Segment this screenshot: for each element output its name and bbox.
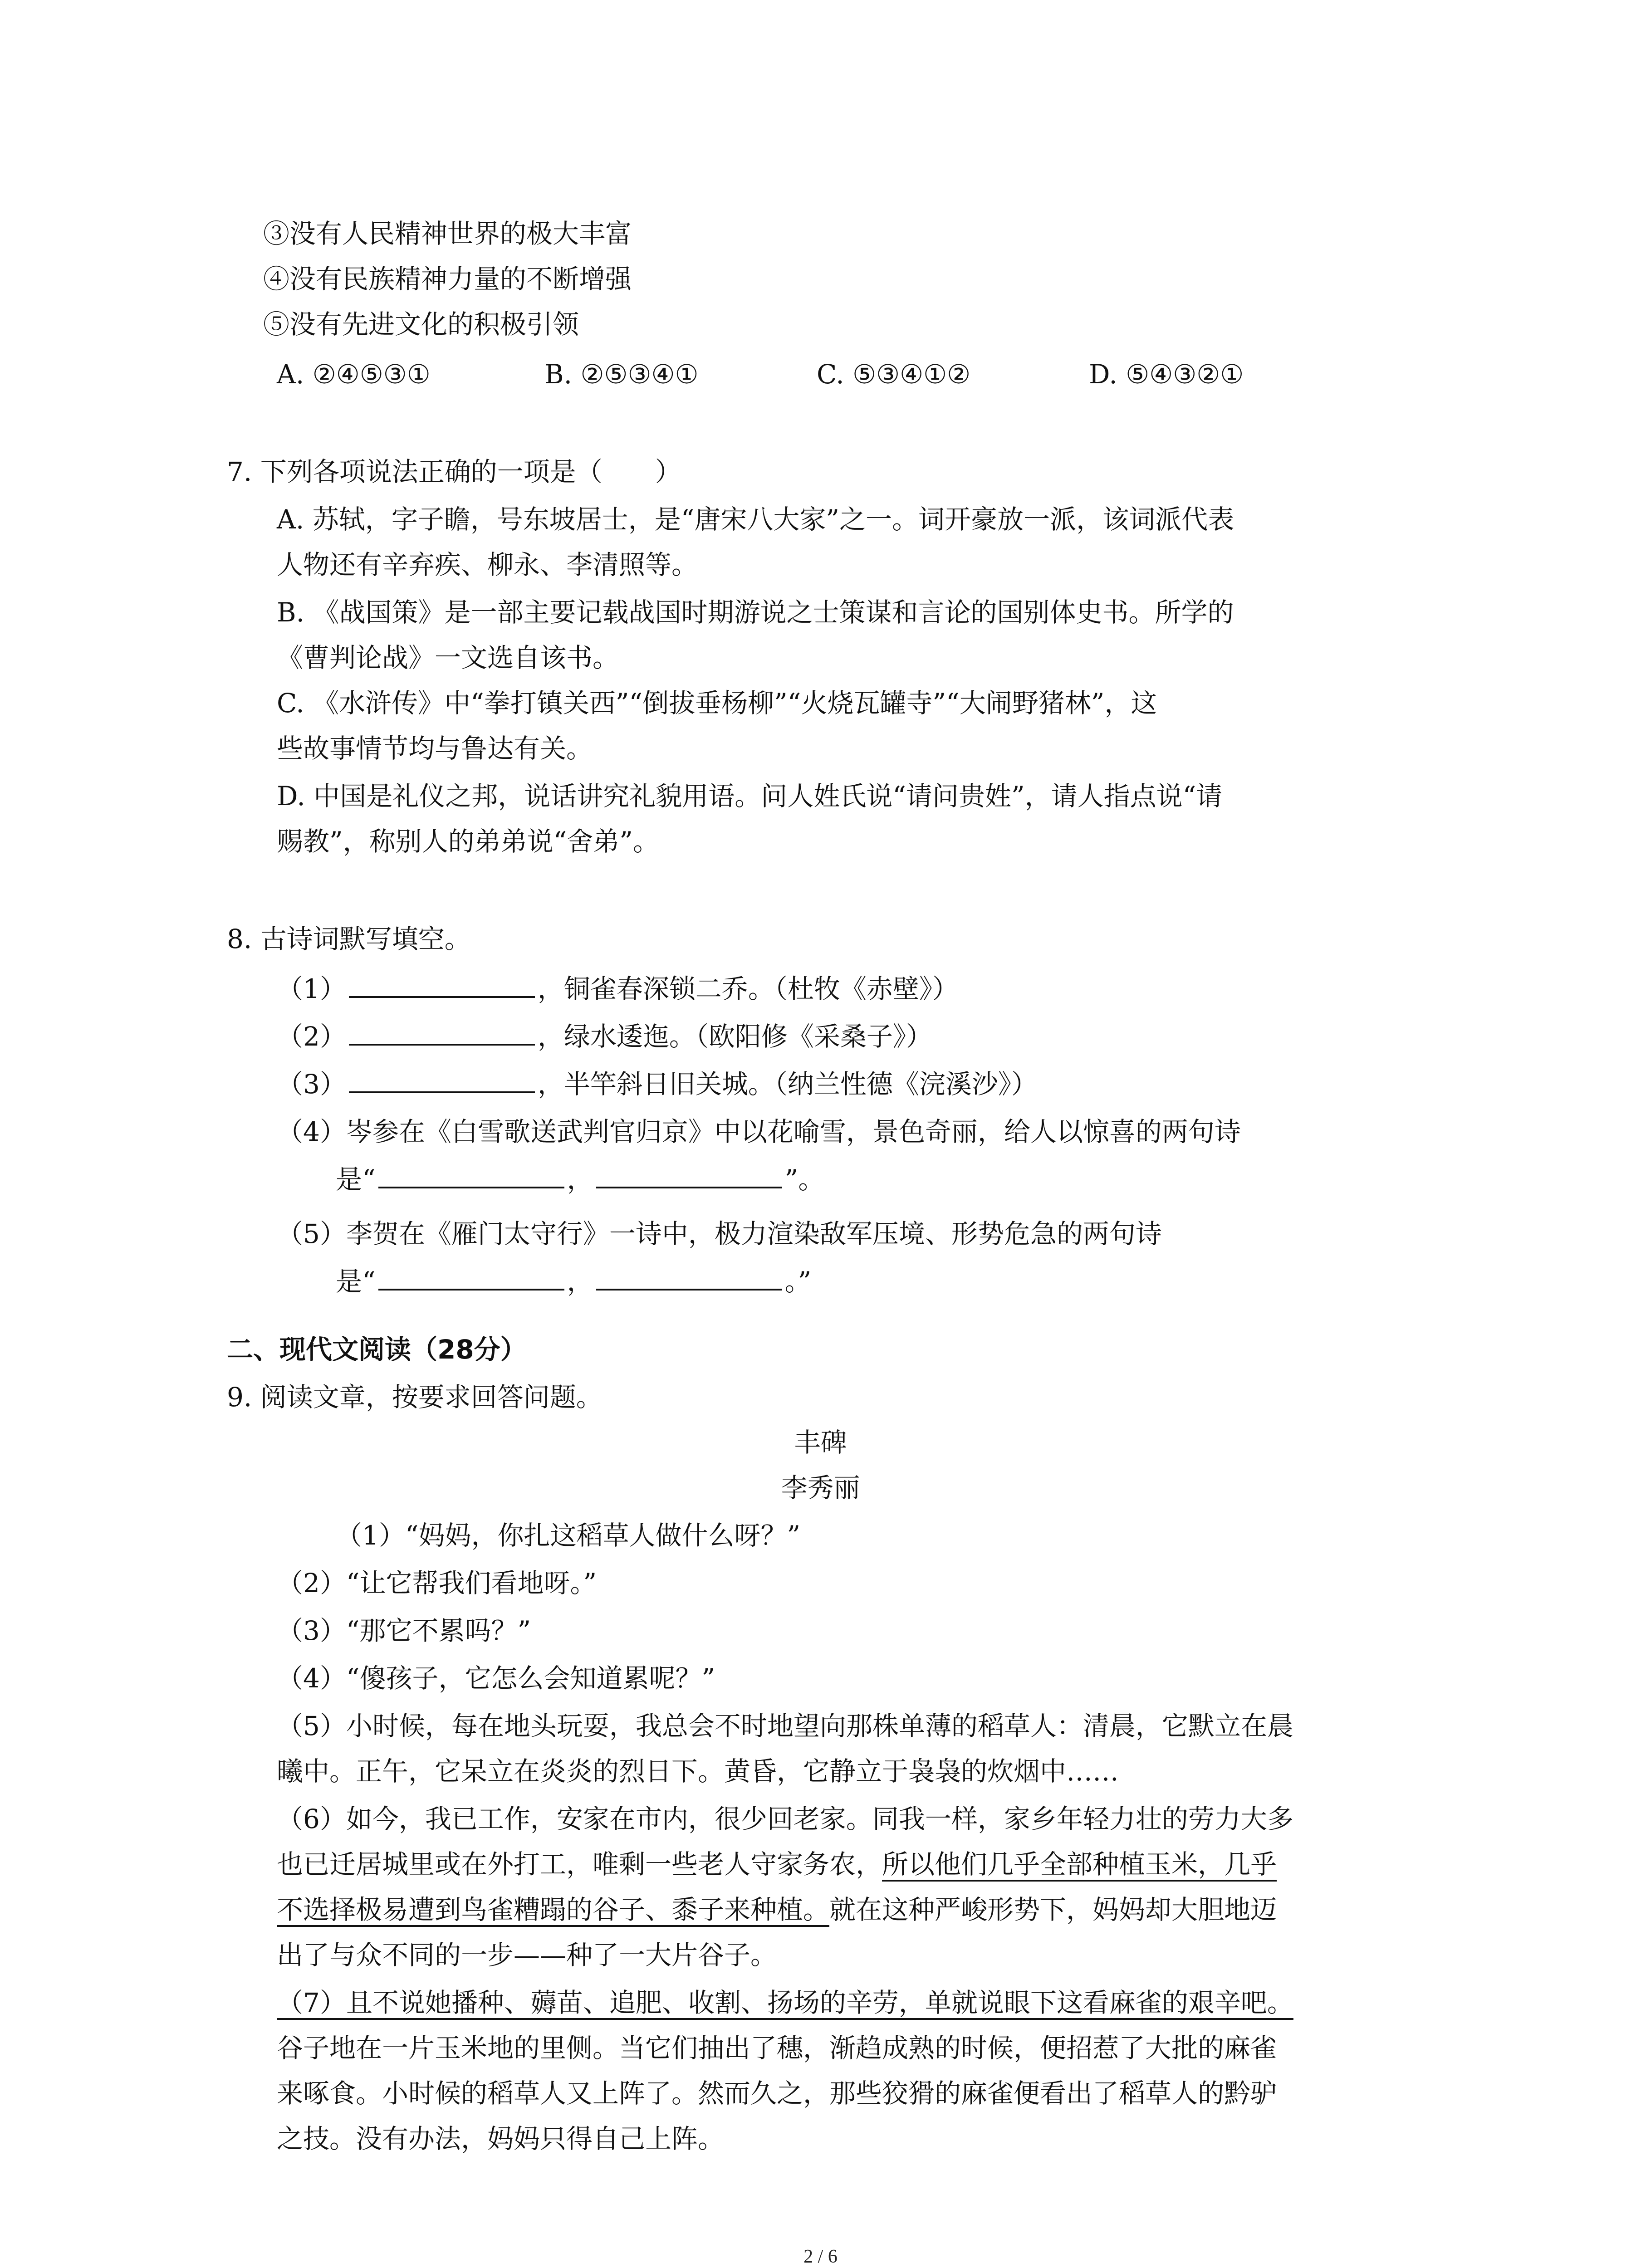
article-para-6-underlined-2: 不选择极易遭到鸟雀糟蹋的谷子、黍子来种植。 <box>277 1894 830 1925</box>
article-para-7-line3: 来啄食。小时候的稻草人又上阵了。然而久之，那些狡猾的麻雀便看出了稻草人的黔驴 <box>277 2078 1277 2109</box>
q6-item-5: ⑤没有先进文化的积极引领 <box>263 309 579 340</box>
q8-part3-number: （3） <box>277 1069 346 1100</box>
page-number: 2 / 6 <box>803 2246 838 2267</box>
article-para-7-line2: 谷子地在一片玉米地的里侧。当它们抽出了穗，渐趋成熟的时候，便招惹了大批的麻雀 <box>277 2033 1277 2063</box>
article-para-2: （2）“让它帮我们看地呀。” <box>277 1568 597 1598</box>
article-para-7-line1 <box>277 1984 1293 2021</box>
article-para-6-line3-plain: 就在这种严峻形势下，妈妈却大胆地迈 <box>829 1894 1277 1925</box>
article-para-6-line1: （6）如今，我已工作，安家在市内，很少回老家。同我一样，家乡年轻力壮的劳力大多 <box>277 1804 1293 1834</box>
q6-option-a: A. ②④⑤③① <box>277 359 431 390</box>
section-2-heading: 二、现代文阅读（28分） <box>227 1334 527 1365</box>
q8-part5-line1: （5）李贺在《雁门太守行》一诗中，极力渲染敌军压境、形势危急的两句诗 <box>277 1218 1162 1249</box>
article-para-3: （3）“那它不累吗？” <box>277 1615 531 1646</box>
q8-part4-comma: ， <box>567 1164 593 1195</box>
q6-item-3: ③没有人民精神世界的极大丰富 <box>263 218 632 249</box>
q8-part3-blank[interactable] <box>349 1068 535 1093</box>
q8-stem: 8. 古诗词默写填空。 <box>227 924 471 954</box>
q7-option-c-line2: 些故事情节均与鲁达有关。 <box>277 733 593 764</box>
q8-part4-open: 是“ <box>336 1164 376 1195</box>
q8-part5-line2 <box>336 1263 811 1300</box>
q8-part3-text: ，半竿斜日旧关城。（纳兰性德《浣溪沙》） <box>537 1069 1038 1100</box>
q6-option-b: B. ②⑤③④① <box>544 359 699 390</box>
q7-option-d-line2: 赐教”，称别人的弟弟说“舍弟”。 <box>277 826 659 857</box>
article-author: 李秀丽 <box>781 1472 860 1503</box>
q8-part2-number: （2） <box>277 1021 346 1052</box>
article-para-6-line4: 出了与众不同的一步——种了一大片谷子。 <box>277 1940 777 1970</box>
q7-option-a-line2: 人物还有辛弃疾、柳永、李清照等。 <box>277 549 698 580</box>
q8-part5-open: 是“ <box>336 1266 376 1297</box>
article-para-6-line2-plain: 也已迁居城里或在外打工，唯剩一些老人守家务农， <box>277 1849 882 1880</box>
q7-option-c-line1: C. 《水浒传》中“拳打镇关西”“倒拔垂杨柳”“火烧瓦罐寺”“大闹野猪林”，这 <box>277 688 1157 719</box>
q9-stem: 9. 阅读文章，按要求回答问题。 <box>227 1382 603 1413</box>
q8-part4-blank-1[interactable] <box>378 1163 564 1188</box>
q7-option-b-line2: 《曹判论战》一文选自该书。 <box>277 642 619 673</box>
q7-option-a-line1: A. 苏轼，字子瞻，号东坡居士，是“唐宋八大家”之一。词开豪放一派，该词派代表 <box>277 504 1234 535</box>
q7-option-b-line1: B. 《战国策》是一部主要记载战国时期游说之士策谋和言论的国别体史书。所学的 <box>277 597 1234 628</box>
article-title: 丰碑 <box>794 1427 847 1458</box>
article-para-6-underlined-1: 所以他们几乎全部种植玉米，几乎 <box>882 1849 1277 1880</box>
q6-option-c: C. ⑤③④①② <box>817 359 971 390</box>
article-para-7-underlined: （7）且不说她播种、薅苗、追肥、收割、扬场的辛劳，单就说眼下这看麻雀的艰辛吧。 <box>277 1987 1293 2018</box>
article-para-5-line2: 曦中。正午，它呆立在炎炎的烈日下。黄昏，它静立于袅袅的炊烟中…… <box>277 1756 1119 1787</box>
q8-part3 <box>277 1066 1038 1102</box>
q8-part4-blank-2[interactable] <box>596 1163 782 1188</box>
article-para-5-line1: （5）小时候，每在地头玩耍，我总会不时地望向那株单薄的稻草人：清晨，它默立在晨 <box>277 1711 1293 1741</box>
q8-part1-text: ，铜雀春深锁二乔。（杜牧《赤壁》） <box>537 973 959 1004</box>
article-para-6-line3 <box>277 1892 1277 1928</box>
q8-part4-close: ”。 <box>784 1164 825 1195</box>
article-para-1: （1）“妈妈，你扎这稻草人做什么呀？” <box>336 1520 801 1551</box>
article-para-7-line4: 之技。没有办法，妈妈只得自己上阵。 <box>277 2123 725 2154</box>
q8-part2 <box>277 1018 932 1055</box>
q8-part5-blank-2[interactable] <box>596 1265 782 1290</box>
q8-part4-line1: （4）岑参在《白雪歌送武判官归京》中以花喻雪，景色奇丽，给人以惊喜的两句诗 <box>277 1116 1241 1147</box>
q6-item-4: ④没有民族精神力量的不断增强 <box>263 264 632 294</box>
q8-part5-blank-1[interactable] <box>378 1265 564 1290</box>
q8-part2-blank[interactable] <box>349 1020 535 1046</box>
article-para-6-line2 <box>277 1846 1277 1882</box>
q7-option-d-line1: D. 中国是礼仪之邦，说话讲究礼貌用语。问人姓氏说“请问贵姓”，请人指点说“请 <box>277 781 1223 811</box>
q8-part2-text: ，绿水逶迤。（欧阳修《采桑子》） <box>537 1021 932 1052</box>
article-para-4: （4）“傻孩子，它怎么会知道累呢？” <box>277 1663 715 1694</box>
q8-part4-line2 <box>336 1161 824 1198</box>
q7-stem: 7. 下列各项说法正确的一项是（ ） <box>227 456 681 487</box>
q8-part1-blank[interactable] <box>349 973 535 998</box>
q8-part5-comma: ， <box>567 1266 593 1297</box>
q8-part1-number: （1） <box>277 973 346 1004</box>
q6-option-d: D. ⑤④③②① <box>1089 359 1244 390</box>
q8-part1 <box>277 971 959 1007</box>
q8-part5-close: 。” <box>784 1266 812 1297</box>
